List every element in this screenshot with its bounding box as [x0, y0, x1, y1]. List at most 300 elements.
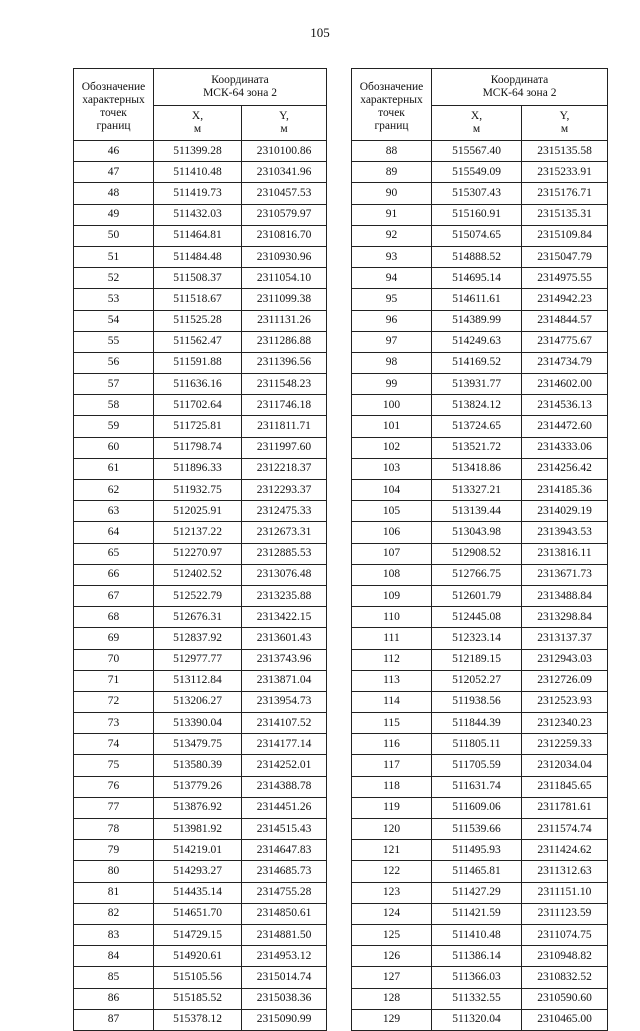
point-number-cell: 60 — [74, 437, 154, 458]
y-coordinate-cell: 2313422.15 — [242, 607, 327, 628]
table-row — [352, 395, 608, 416]
y-coordinate-cell: 2312885.53 — [242, 543, 327, 564]
table-row — [352, 1009, 608, 1030]
y-coordinate-cell: 2315176.71 — [522, 183, 608, 204]
point-number-cell: 70 — [74, 649, 154, 670]
y-coordinate-cell: 2311131.26 — [242, 310, 327, 331]
point-number-cell: 107 — [352, 543, 432, 564]
table-row — [352, 924, 608, 945]
x-coordinate-cell: 511805.11 — [432, 734, 522, 755]
table-row — [74, 289, 327, 310]
x-coordinate-cell: 512137.22 — [154, 522, 242, 543]
table-row — [352, 331, 608, 352]
table-row — [74, 480, 327, 501]
x-coordinate-cell: 515567.40 — [432, 141, 522, 162]
table-row — [74, 670, 327, 691]
y-coordinate-cell: 2313601.43 — [242, 628, 327, 649]
y-coordinate-cell: 2313137.37 — [522, 628, 608, 649]
x-coordinate-cell: 515307.43 — [432, 183, 522, 204]
y-coordinate-cell: 2312523.93 — [522, 691, 608, 712]
coordinate-header: Координата МСК-64 зона 2 — [432, 69, 608, 106]
table-row — [352, 755, 608, 776]
x-coordinate-cell: 511484.48 — [154, 246, 242, 267]
point-number-cell: 74 — [74, 734, 154, 755]
y-coordinate-cell: 2313871.04 — [242, 670, 327, 691]
table-row — [352, 585, 608, 606]
y-coordinate-cell: 2311746.18 — [242, 395, 327, 416]
y-coordinate-cell: 2313076.48 — [242, 564, 327, 585]
table-row — [352, 416, 608, 437]
y-coordinate-cell: 2313671.73 — [522, 564, 608, 585]
x-coordinate-cell: 515185.52 — [154, 988, 242, 1009]
table-row — [352, 437, 608, 458]
table-row — [74, 395, 327, 416]
x-coordinate-cell: 511518.67 — [154, 289, 242, 310]
point-number-cell: 111 — [352, 628, 432, 649]
x-coordinate-cell: 514729.15 — [154, 924, 242, 945]
table-row — [74, 141, 327, 162]
table-row — [74, 246, 327, 267]
y-coordinate-cell: 2311997.60 — [242, 437, 327, 458]
point-number-cell: 123 — [352, 882, 432, 903]
point-number-cell: 100 — [352, 395, 432, 416]
point-number-cell: 128 — [352, 988, 432, 1009]
x-coordinate-cell: 514695.14 — [432, 268, 522, 289]
x-coordinate-cell: 515105.56 — [154, 967, 242, 988]
y-coordinate-cell: 2314029.19 — [522, 501, 608, 522]
y-coordinate-cell: 2312475.33 — [242, 501, 327, 522]
point-number-cell: 126 — [352, 946, 432, 967]
table-row — [352, 374, 608, 395]
point-number-cell: 73 — [74, 713, 154, 734]
x-coordinate-cell: 514888.52 — [432, 246, 522, 267]
table-row — [352, 352, 608, 373]
y-coordinate-cell: 2314252.01 — [242, 755, 327, 776]
y-coordinate-cell: 2313943.53 — [522, 522, 608, 543]
point-number-cell: 62 — [74, 480, 154, 501]
point-number-cell: 78 — [74, 819, 154, 840]
coordinate-header: Координата МСК-64 зона 2 — [154, 69, 327, 106]
y-coordinate-cell: 2310832.52 — [522, 967, 608, 988]
point-column-header: Обозначение характерных точек границ — [74, 69, 154, 141]
x-coordinate-cell: 511844.39 — [432, 713, 522, 734]
point-number-cell: 104 — [352, 480, 432, 501]
point-number-cell: 103 — [352, 458, 432, 479]
table-row — [74, 268, 327, 289]
point-number-cell: 106 — [352, 522, 432, 543]
x-coordinate-cell: 511525.28 — [154, 310, 242, 331]
point-number-cell: 50 — [74, 225, 154, 246]
point-number-cell: 79 — [74, 840, 154, 861]
table-row — [74, 564, 327, 585]
table-row — [74, 734, 327, 755]
x-column-header: X, м — [154, 106, 242, 141]
x-coordinate-cell: 512676.31 — [154, 607, 242, 628]
x-coordinate-cell: 512270.97 — [154, 543, 242, 564]
point-number-cell: 129 — [352, 1009, 432, 1030]
point-number-cell: 98 — [352, 352, 432, 373]
table-row — [352, 289, 608, 310]
x-coordinate-cell: 511419.73 — [154, 183, 242, 204]
table-row — [352, 183, 608, 204]
point-number-cell: 109 — [352, 585, 432, 606]
point-number-cell: 124 — [352, 903, 432, 924]
x-coordinate-cell: 513390.04 — [154, 713, 242, 734]
table-row — [352, 967, 608, 988]
point-number-cell: 66 — [74, 564, 154, 585]
table-row — [74, 628, 327, 649]
point-number-cell: 48 — [74, 183, 154, 204]
y-coordinate-cell: 2314755.28 — [242, 882, 327, 903]
y-coordinate-cell: 2315014.74 — [242, 967, 327, 988]
table-row — [74, 755, 327, 776]
x-column-header: X, м — [432, 106, 522, 141]
y-coordinate-cell: 2314850.61 — [242, 903, 327, 924]
x-coordinate-cell: 514920.61 — [154, 946, 242, 967]
y-coordinate-cell: 2312726.09 — [522, 670, 608, 691]
point-number-cell: 68 — [74, 607, 154, 628]
table-row — [74, 649, 327, 670]
x-coordinate-cell: 511636.16 — [154, 374, 242, 395]
table-row — [74, 437, 327, 458]
table-row — [74, 331, 327, 352]
table-row — [352, 819, 608, 840]
x-coordinate-cell: 511631.74 — [432, 776, 522, 797]
point-number-cell: 108 — [352, 564, 432, 585]
x-coordinate-cell: 511399.28 — [154, 141, 242, 162]
x-coordinate-cell: 513724.65 — [432, 416, 522, 437]
y-coordinate-cell: 2314775.67 — [522, 331, 608, 352]
table-row — [352, 776, 608, 797]
y-coordinate-cell: 2313298.84 — [522, 607, 608, 628]
table-row — [74, 882, 327, 903]
table-row — [74, 204, 327, 225]
table-row — [74, 162, 327, 183]
table-row — [74, 840, 327, 861]
y-coordinate-cell: 2311574.74 — [522, 819, 608, 840]
y-coordinate-cell: 2311312.63 — [522, 861, 608, 882]
x-coordinate-cell: 514169.52 — [432, 352, 522, 373]
point-number-cell: 84 — [74, 946, 154, 967]
x-coordinate-cell: 513981.92 — [154, 819, 242, 840]
table-row — [74, 458, 327, 479]
point-number-cell: 76 — [74, 776, 154, 797]
y-coordinate-cell: 2313954.73 — [242, 691, 327, 712]
point-number-cell: 118 — [352, 776, 432, 797]
page-number: 105 — [310, 25, 330, 40]
table-body-right — [352, 141, 608, 1031]
x-coordinate-cell: 511591.88 — [154, 352, 242, 373]
x-coordinate-cell: 511705.59 — [432, 755, 522, 776]
point-number-cell: 61 — [74, 458, 154, 479]
y-coordinate-cell: 2313488.84 — [522, 585, 608, 606]
y-coordinate-cell: 2311548.23 — [242, 374, 327, 395]
y-coordinate-cell: 2315109.84 — [522, 225, 608, 246]
table-row — [74, 967, 327, 988]
point-number-cell: 72 — [74, 691, 154, 712]
y-coordinate-cell: 2314602.00 — [522, 374, 608, 395]
y-coordinate-cell: 2312218.37 — [242, 458, 327, 479]
table-row — [352, 543, 608, 564]
x-coordinate-cell: 511562.47 — [154, 331, 242, 352]
y-coordinate-cell: 2310816.70 — [242, 225, 327, 246]
table-row — [74, 1009, 327, 1030]
table-row — [352, 628, 608, 649]
point-number-cell: 52 — [74, 268, 154, 289]
table-row — [352, 501, 608, 522]
x-coordinate-cell: 512977.77 — [154, 649, 242, 670]
point-number-cell: 54 — [74, 310, 154, 331]
y-coordinate-cell: 2315135.31 — [522, 204, 608, 225]
table-row — [352, 670, 608, 691]
y-coordinate-cell: 2311123.59 — [522, 903, 608, 924]
x-coordinate-cell: 514611.61 — [432, 289, 522, 310]
y-coordinate-cell: 2314685.73 — [242, 861, 327, 882]
x-coordinate-cell: 512766.75 — [432, 564, 522, 585]
point-number-cell: 125 — [352, 924, 432, 945]
coordinates-table-left — [73, 68, 327, 1031]
table-row — [74, 416, 327, 437]
x-coordinate-cell: 513139.44 — [432, 501, 522, 522]
x-coordinate-cell: 514435.14 — [154, 882, 242, 903]
y-coordinate-cell: 2315233.91 — [522, 162, 608, 183]
y-coordinate-cell: 2310948.82 — [522, 946, 608, 967]
point-number-cell: 117 — [352, 755, 432, 776]
table-row — [74, 776, 327, 797]
table-row — [352, 797, 608, 818]
table-row — [74, 522, 327, 543]
y-coordinate-cell: 2312259.33 — [522, 734, 608, 755]
point-number-cell: 105 — [352, 501, 432, 522]
point-number-cell: 97 — [352, 331, 432, 352]
y-coordinate-cell: 2314953.12 — [242, 946, 327, 967]
point-number-cell: 92 — [352, 225, 432, 246]
y-coordinate-cell: 2314256.42 — [522, 458, 608, 479]
y-coordinate-cell: 2314451.26 — [242, 797, 327, 818]
x-coordinate-cell: 512189.15 — [432, 649, 522, 670]
y-coordinate-cell: 2315038.36 — [242, 988, 327, 1009]
table-body-left — [74, 141, 327, 1031]
point-number-cell: 87 — [74, 1009, 154, 1030]
table-row — [352, 204, 608, 225]
y-coordinate-cell: 2311781.61 — [522, 797, 608, 818]
x-coordinate-cell: 512052.27 — [432, 670, 522, 691]
x-coordinate-cell: 511366.03 — [432, 967, 522, 988]
x-coordinate-cell: 511432.03 — [154, 204, 242, 225]
point-number-cell: 63 — [74, 501, 154, 522]
y-coordinate-cell: 2314388.78 — [242, 776, 327, 797]
x-coordinate-cell: 514219.01 — [154, 840, 242, 861]
y-coordinate-cell: 2312293.37 — [242, 480, 327, 501]
x-coordinate-cell: 513418.86 — [432, 458, 522, 479]
y-coordinate-cell: 2310930.96 — [242, 246, 327, 267]
table-row — [352, 649, 608, 670]
y-column-header: Y, м — [522, 106, 608, 141]
x-coordinate-cell: 514249.63 — [432, 331, 522, 352]
table-row — [74, 352, 327, 373]
point-number-cell: 115 — [352, 713, 432, 734]
table-row — [74, 310, 327, 331]
y-coordinate-cell: 2311286.88 — [242, 331, 327, 352]
point-number-cell: 94 — [352, 268, 432, 289]
x-coordinate-cell: 515549.09 — [432, 162, 522, 183]
x-coordinate-cell: 511938.56 — [432, 691, 522, 712]
y-coordinate-cell: 2312673.31 — [242, 522, 327, 543]
table-row — [352, 458, 608, 479]
point-number-cell: 114 — [352, 691, 432, 712]
x-coordinate-cell: 512402.52 — [154, 564, 242, 585]
x-coordinate-cell: 511410.48 — [432, 924, 522, 945]
x-coordinate-cell: 513327.21 — [432, 480, 522, 501]
x-coordinate-cell: 512908.52 — [432, 543, 522, 564]
table-row — [74, 691, 327, 712]
x-coordinate-cell: 511421.59 — [432, 903, 522, 924]
point-number-cell: 47 — [74, 162, 154, 183]
table-row — [352, 713, 608, 734]
y-coordinate-cell: 2310579.97 — [242, 204, 327, 225]
x-coordinate-cell: 511495.93 — [432, 840, 522, 861]
table-row — [74, 924, 327, 945]
point-number-cell: 75 — [74, 755, 154, 776]
point-number-cell: 116 — [352, 734, 432, 755]
point-number-cell: 69 — [74, 628, 154, 649]
table-row — [352, 734, 608, 755]
table-row — [352, 861, 608, 882]
y-coordinate-cell: 2314185.36 — [522, 480, 608, 501]
y-coordinate-cell: 2311424.62 — [522, 840, 608, 861]
y-column-header: Y, м — [242, 106, 327, 141]
x-coordinate-cell: 513479.75 — [154, 734, 242, 755]
point-number-cell: 49 — [74, 204, 154, 225]
point-number-cell: 80 — [74, 861, 154, 882]
point-number-cell: 89 — [352, 162, 432, 183]
x-coordinate-cell: 512025.91 — [154, 501, 242, 522]
x-coordinate-cell: 514651.70 — [154, 903, 242, 924]
point-number-cell: 112 — [352, 649, 432, 670]
table-row — [74, 861, 327, 882]
table-row — [352, 607, 608, 628]
table-row — [74, 988, 327, 1009]
y-coordinate-cell: 2310465.00 — [522, 1009, 608, 1030]
y-coordinate-cell: 2311845.65 — [522, 776, 608, 797]
point-number-cell: 127 — [352, 967, 432, 988]
x-coordinate-cell: 511464.81 — [154, 225, 242, 246]
x-coordinate-cell: 513876.92 — [154, 797, 242, 818]
x-coordinate-cell: 514293.27 — [154, 861, 242, 882]
y-coordinate-cell: 2312943.03 — [522, 649, 608, 670]
table-row — [74, 607, 327, 628]
table-row — [74, 713, 327, 734]
point-number-cell: 99 — [352, 374, 432, 395]
x-coordinate-cell: 511332.55 — [432, 988, 522, 1009]
x-coordinate-cell: 511386.14 — [432, 946, 522, 967]
point-number-cell: 57 — [74, 374, 154, 395]
x-coordinate-cell: 511427.29 — [432, 882, 522, 903]
x-coordinate-cell: 513206.27 — [154, 691, 242, 712]
point-number-cell: 95 — [352, 289, 432, 310]
point-number-cell: 51 — [74, 246, 154, 267]
x-coordinate-cell: 511508.37 — [154, 268, 242, 289]
y-coordinate-cell: 2314844.57 — [522, 310, 608, 331]
table-row — [74, 585, 327, 606]
y-coordinate-cell: 2314515.43 — [242, 819, 327, 840]
point-number-cell: 55 — [74, 331, 154, 352]
point-number-cell: 93 — [352, 246, 432, 267]
table-row — [352, 522, 608, 543]
table-row — [74, 903, 327, 924]
table-row — [352, 480, 608, 501]
table-row — [74, 946, 327, 967]
point-number-cell: 67 — [74, 585, 154, 606]
x-coordinate-cell: 512445.08 — [432, 607, 522, 628]
point-number-cell: 110 — [352, 607, 432, 628]
table-row — [74, 819, 327, 840]
y-coordinate-cell: 2314942.23 — [522, 289, 608, 310]
table-row — [74, 374, 327, 395]
y-coordinate-cell: 2311811.71 — [242, 416, 327, 437]
y-coordinate-cell: 2314177.14 — [242, 734, 327, 755]
point-number-cell: 53 — [74, 289, 154, 310]
point-number-cell: 64 — [74, 522, 154, 543]
table-row — [352, 946, 608, 967]
y-coordinate-cell: 2313816.11 — [522, 543, 608, 564]
x-coordinate-cell: 515074.65 — [432, 225, 522, 246]
x-coordinate-cell: 513521.72 — [432, 437, 522, 458]
table-row — [352, 691, 608, 712]
point-number-cell: 58 — [74, 395, 154, 416]
y-coordinate-cell: 2314333.06 — [522, 437, 608, 458]
table-row — [74, 183, 327, 204]
table-row — [74, 797, 327, 818]
y-coordinate-cell: 2311074.75 — [522, 924, 608, 945]
x-coordinate-cell: 514389.99 — [432, 310, 522, 331]
x-coordinate-cell: 512323.14 — [432, 628, 522, 649]
point-number-cell: 86 — [74, 988, 154, 1009]
point-number-cell: 88 — [352, 141, 432, 162]
table-row — [352, 141, 608, 162]
y-coordinate-cell: 2313743.96 — [242, 649, 327, 670]
y-coordinate-cell: 2311151.10 — [522, 882, 608, 903]
x-coordinate-cell: 513112.84 — [154, 670, 242, 691]
y-coordinate-cell: 2311396.56 — [242, 352, 327, 373]
table-row — [352, 225, 608, 246]
y-coordinate-cell: 2315090.99 — [242, 1009, 327, 1030]
y-coordinate-cell: 2314734.79 — [522, 352, 608, 373]
x-coordinate-cell: 512601.79 — [432, 585, 522, 606]
y-coordinate-cell: 2310457.53 — [242, 183, 327, 204]
point-number-cell: 65 — [74, 543, 154, 564]
x-coordinate-cell: 511465.81 — [432, 861, 522, 882]
table-row — [352, 903, 608, 924]
point-number-cell: 59 — [74, 416, 154, 437]
x-coordinate-cell: 513779.26 — [154, 776, 242, 797]
point-column-header: Обозначение характерных точек границ — [352, 69, 432, 141]
point-number-cell: 96 — [352, 310, 432, 331]
point-number-cell: 81 — [74, 882, 154, 903]
table-row — [74, 501, 327, 522]
y-coordinate-cell: 2311099.38 — [242, 289, 327, 310]
x-coordinate-cell: 513931.77 — [432, 374, 522, 395]
y-coordinate-cell: 2312340.23 — [522, 713, 608, 734]
y-coordinate-cell: 2310341.96 — [242, 162, 327, 183]
table-row — [352, 882, 608, 903]
table-row — [352, 564, 608, 585]
point-number-cell: 56 — [74, 352, 154, 373]
x-coordinate-cell: 511896.33 — [154, 458, 242, 479]
x-coordinate-cell: 513043.98 — [432, 522, 522, 543]
x-coordinate-cell: 511932.75 — [154, 480, 242, 501]
x-coordinate-cell: 511798.74 — [154, 437, 242, 458]
